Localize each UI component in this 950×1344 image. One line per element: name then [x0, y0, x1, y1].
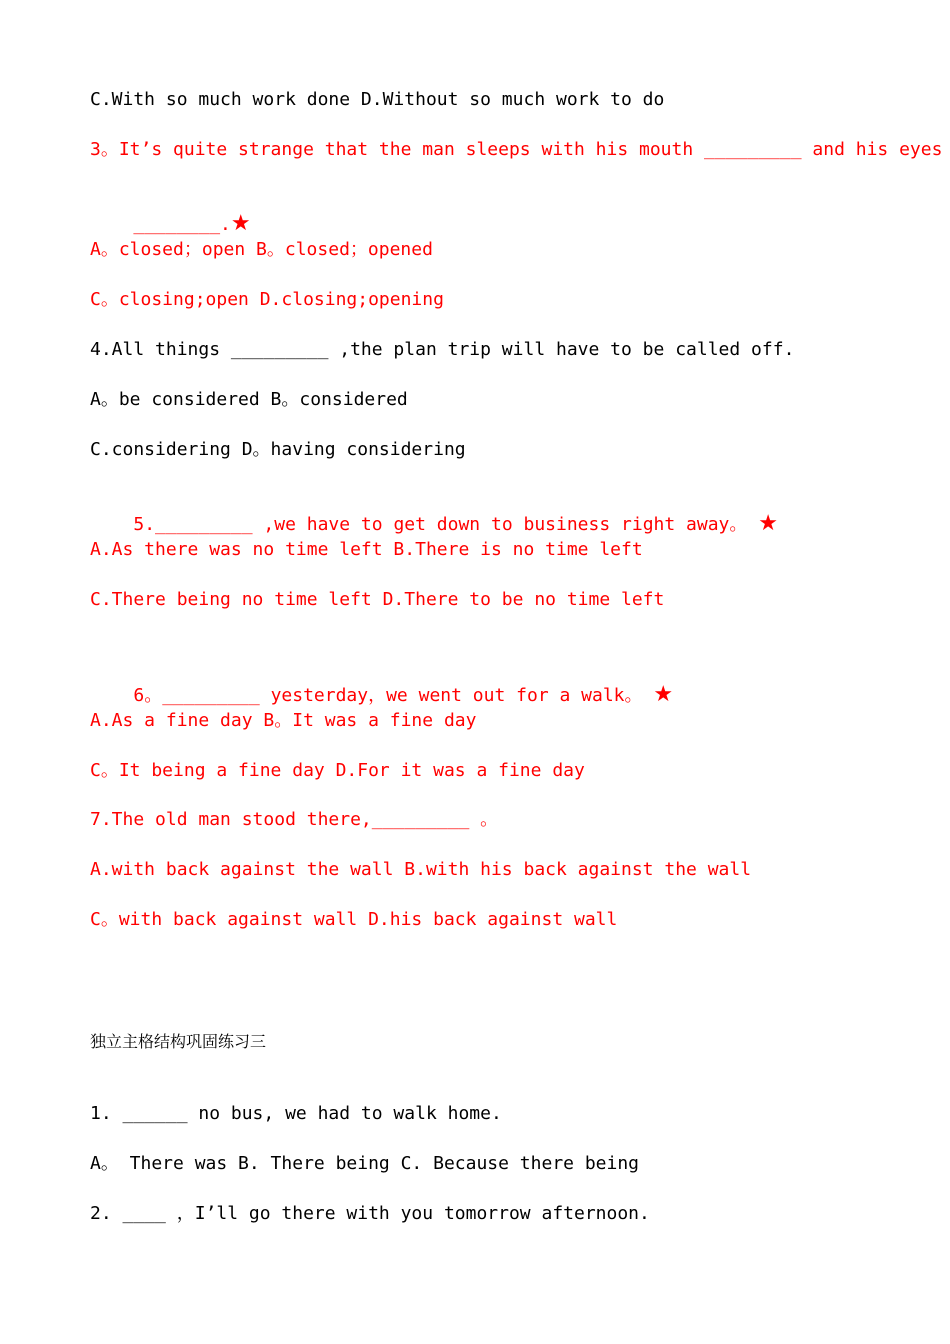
question-7-line: 7.The old man stood there,_________ 。: [90, 809, 499, 830]
question-4-options-ab: A。be considered B。considered: [90, 389, 408, 410]
question-3-options-ab: A。closed；open B。closed；opened: [90, 239, 433, 260]
option-line: C.With so much work done D.Without so much work to do: [90, 89, 665, 110]
question-5-text: 5._________ ,we have to get down to business right away。: [133, 514, 748, 535]
star-icon: ★: [653, 682, 674, 707]
question-5-options-ab: A.As there was no time left B.There is no time left: [90, 539, 643, 560]
star-icon: ★: [230, 211, 251, 236]
star-icon: ★: [758, 511, 778, 536]
question-6-text: 6。_________ yesterday，we went out for a walk。: [133, 685, 643, 706]
exercise-2-line: 2. ____ ，I’ll go there with you tomorrow afternoon.: [90, 1203, 650, 1224]
question-7-options-ab: A.with back against the wall B.with his back against the wall: [90, 859, 752, 880]
question-3-options-cd: C。closing;open D.closing;opening: [90, 289, 444, 310]
exercise-1-line: 1. ______ no bus, we had to walk home.: [90, 1103, 502, 1124]
section-heading: 独立主格结构巩固练习三: [90, 1032, 267, 1051]
question-6-options-cd: C。It being a fine day D.For it was a fine day: [90, 760, 585, 781]
question-4-options-cd: C.considering D。having considering: [90, 439, 466, 460]
question-4-line: 4.All things _________ ,the plan trip will have to be called off.: [90, 339, 795, 360]
question-6-options-ab: A.As a fine day B。It was a fine day: [90, 710, 477, 731]
question-3-line: 3。It’s quite strange that the man sleeps with his mouth _________ and his eyes: [90, 139, 943, 160]
question-5-options-cd: C.There being no time left D.There to be no time left: [90, 589, 665, 610]
exercise-1-options: A。 There was B. There being C. Because there being: [90, 1153, 640, 1174]
question-7-options-cd: C。with back against wall D.his back against wall: [90, 909, 618, 930]
question-3-blank: ________.: [133, 214, 231, 235]
